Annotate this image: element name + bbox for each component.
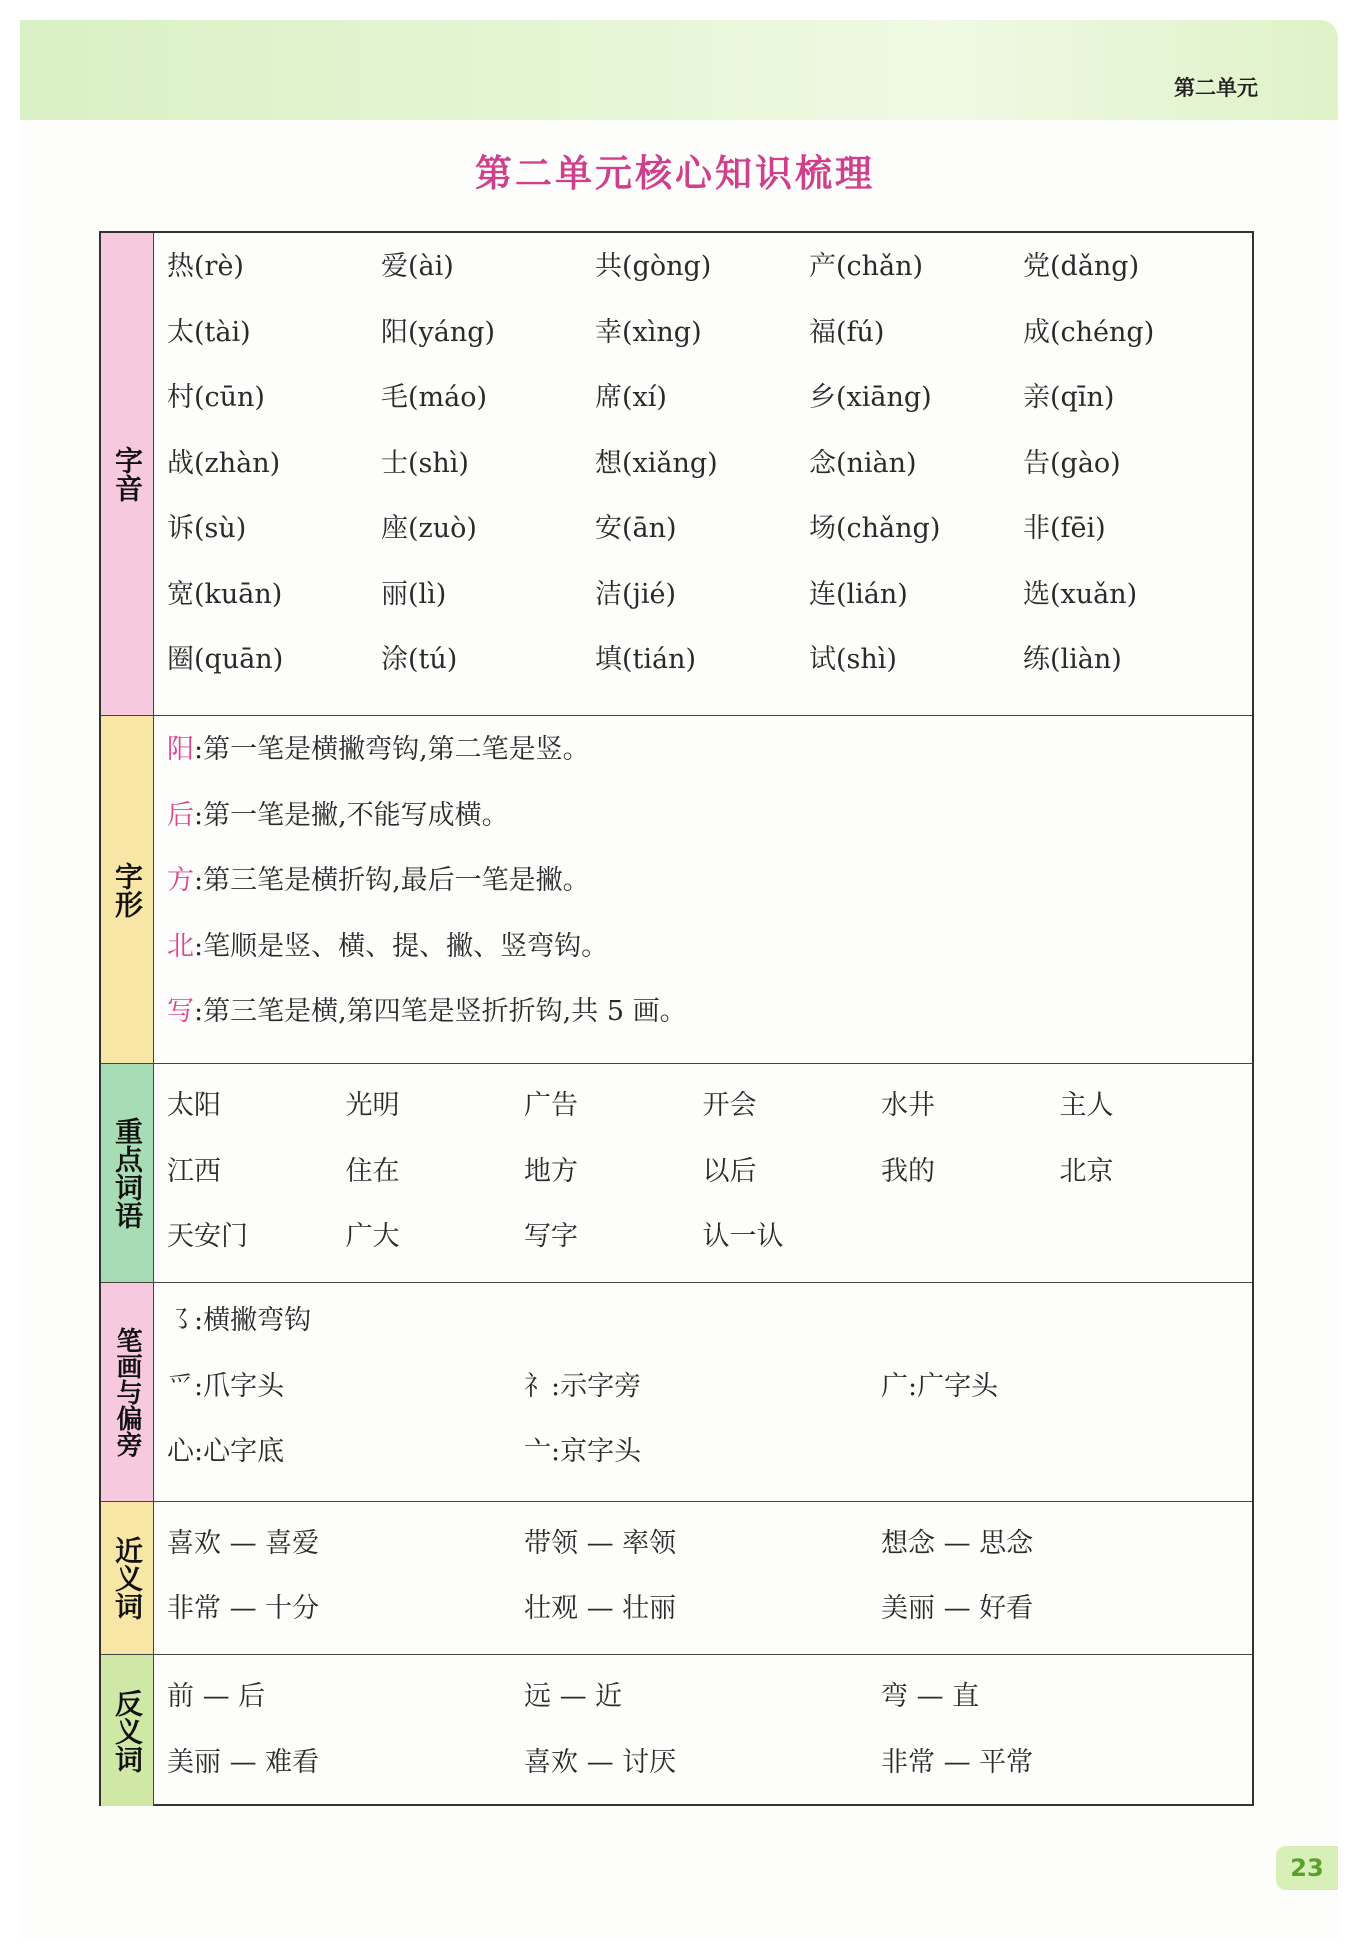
- zixing-note: :第一笔是横撇弯钩,第二笔是竖。: [194, 734, 590, 765]
- section-ciyu: [101, 1064, 1252, 1283]
- synonym-pair: 喜欢 — 喜爱: [167, 1528, 320, 1559]
- pinyin-item: 毛(máo): [381, 382, 488, 413]
- section-label-text: 反义词: [111, 1688, 144, 1773]
- antonym-pair: 弯 — 直: [881, 1681, 980, 1712]
- stroke-radical-item: ㇌:横撇弯钩: [167, 1305, 312, 1336]
- pinyin-item: 席(xí): [595, 382, 667, 413]
- pinyin-item: 座(zuò): [381, 513, 477, 544]
- section-label-text: 字形: [111, 861, 144, 918]
- synonym-pair: 壮观 — 壮丽: [524, 1593, 677, 1624]
- pinyin-item: 热(rè): [167, 251, 244, 282]
- stroke-radical-item: 广:广字头: [881, 1370, 999, 1402]
- pinyin-item: 村(cūn): [167, 382, 265, 413]
- pinyin-item: 战(zhàn): [167, 447, 281, 479]
- vocab-item: 开会: [702, 1090, 757, 1121]
- section-label-fanyi: [101, 1655, 154, 1806]
- vocab-item: 我的: [881, 1155, 935, 1187]
- pinyin-item: 告(gào): [1023, 447, 1121, 479]
- pinyin-item: 试(shì): [809, 644, 897, 675]
- zixing-note: :第三笔是横,第四笔是竖折折钩,共 5 画。: [194, 996, 687, 1027]
- page-title: 第二单元核心知识梳理: [475, 152, 875, 195]
- pinyin-item: 宽(kuān): [167, 578, 283, 610]
- antonym-pair: 前 — 后: [167, 1681, 266, 1712]
- vocab-item: 北京: [1059, 1155, 1114, 1187]
- pinyin-item: 亲(qīn): [1023, 382, 1115, 413]
- pinyin-item: 安(ān): [595, 513, 677, 544]
- vocab-item: 江西: [167, 1155, 221, 1187]
- zixing-char: 阳: [167, 734, 194, 765]
- stroke-radical-item: 亠:京字头: [524, 1436, 642, 1467]
- pinyin-item: 练(liàn): [1023, 644, 1122, 675]
- section-zixing: [101, 716, 1252, 1064]
- page-number: 23: [1276, 1846, 1338, 1890]
- pinyin-item: 福(fú): [809, 316, 885, 348]
- zixing-char: 北: [167, 930, 194, 962]
- vocab-item: 太阳: [167, 1090, 221, 1121]
- zixing-note: :第三笔是横折钩,最后一笔是撇。: [194, 865, 590, 896]
- vocab-item: 广告: [524, 1090, 578, 1121]
- antonym-pair: 远 — 近: [524, 1681, 623, 1712]
- pinyin-item: 产(chǎn): [809, 251, 924, 282]
- pinyin-item: 丽(lì): [381, 578, 447, 610]
- zixing-list: [153, 716, 1252, 1063]
- vocab-item: 地方: [524, 1155, 578, 1187]
- pinyin-item: 幸(xìng): [595, 316, 702, 348]
- section-ziyin: [101, 233, 1252, 716]
- antonym-pair: 美丽 — 难看: [167, 1747, 320, 1778]
- pinyin-item: 乡(xiāng): [809, 382, 932, 413]
- section-bihua: [101, 1283, 1252, 1502]
- header-band: [20, 20, 1338, 120]
- pinyin-item: 士(shì): [381, 447, 469, 479]
- pinyin-item: 成(chéng): [1023, 316, 1155, 348]
- pinyin-item: 共(gòng): [595, 251, 712, 282]
- section-label-jinyi: [101, 1502, 154, 1654]
- vocab-item: 天安门: [167, 1221, 248, 1252]
- jinyi-grid: [153, 1502, 1252, 1654]
- zixing-char: 后: [167, 799, 194, 831]
- antonym-pair: 非常 — 平常: [881, 1747, 1034, 1778]
- zixing-item: [167, 863, 590, 899]
- unit-label: 第二单元: [1174, 76, 1258, 100]
- vocab-item: 以后: [702, 1155, 757, 1187]
- zixing-item: [167, 929, 608, 965]
- vocab-item: 写字: [524, 1221, 578, 1252]
- antonym-pair: 喜欢 — 讨厌: [524, 1747, 677, 1778]
- section-label-text: 字音: [111, 446, 144, 502]
- section-label-bihua: [101, 1283, 154, 1501]
- zixing-item: [167, 798, 509, 834]
- stroke-radical-item: 礻:示字旁: [524, 1370, 642, 1402]
- section-label-text: 重点词语: [111, 1117, 144, 1229]
- vocab-item: 主人: [1059, 1090, 1114, 1121]
- stroke-radical-item: 爫:爪字头: [167, 1370, 285, 1402]
- pinyin-item: 洁(jié): [595, 578, 677, 610]
- pinyin-item: 想(xiǎng): [595, 447, 718, 479]
- zixing-item: [167, 732, 590, 768]
- pinyin-item: 太(tài): [167, 316, 251, 348]
- pinyin-item: 涂(tú): [381, 644, 458, 675]
- stroke-radical-item: 心:心字底: [167, 1436, 285, 1467]
- pinyin-item: 场(chǎng): [809, 513, 941, 544]
- synonym-pair: 非常 — 十分: [167, 1593, 320, 1624]
- pinyin-item: 连(lián): [809, 578, 908, 610]
- vocab-item: 水井: [881, 1090, 935, 1121]
- pinyin-item: 圈(quān): [167, 644, 284, 675]
- ciyu-grid: [153, 1064, 1252, 1282]
- ziyin-grid: [153, 233, 1252, 715]
- fanyi-grid: [153, 1655, 1252, 1806]
- synonym-pair: 美丽 — 好看: [881, 1593, 1034, 1624]
- zixing-note: :笔顺是竖、横、提、撇、竖弯钩。: [194, 930, 609, 962]
- section-label-text: 笔画与偏旁: [112, 1327, 142, 1457]
- vocab-item: 认一认: [702, 1221, 784, 1252]
- section-label-zixing: [101, 716, 154, 1063]
- zixing-item: [167, 994, 687, 1030]
- vocab-item: 住在: [345, 1155, 400, 1187]
- vocab-item: 光明: [345, 1090, 400, 1121]
- pinyin-item: 填(tián): [595, 644, 697, 675]
- section-label-ziyin: [101, 233, 154, 715]
- pinyin-item: 诉(sù): [167, 513, 247, 544]
- knowledge-table: [99, 231, 1254, 1806]
- pinyin-item: 念(niàn): [809, 447, 917, 479]
- pinyin-item: 选(xuǎn): [1023, 578, 1138, 610]
- pinyin-item: 阳(yáng): [381, 316, 496, 348]
- bihua-grid: [153, 1283, 1252, 1501]
- zixing-char: 方: [167, 865, 194, 896]
- section-fanyi: [101, 1655, 1252, 1806]
- zixing-note: :第一笔是撇,不能写成横。: [194, 799, 509, 831]
- section-label-text: 近义词: [111, 1536, 144, 1620]
- section-jinyi: [101, 1502, 1252, 1655]
- section-label-ciyu: [101, 1064, 154, 1282]
- synonym-pair: 想念 — 思念: [881, 1528, 1034, 1559]
- vocab-item: 广大: [345, 1221, 400, 1252]
- zixing-char: 写: [167, 996, 194, 1027]
- pinyin-item: 爱(ài): [381, 251, 454, 282]
- pinyin-item: 党(dǎng): [1023, 251, 1140, 282]
- synonym-pair: 带领 — 率领: [524, 1528, 677, 1559]
- pinyin-item: 非(fēi): [1023, 513, 1106, 544]
